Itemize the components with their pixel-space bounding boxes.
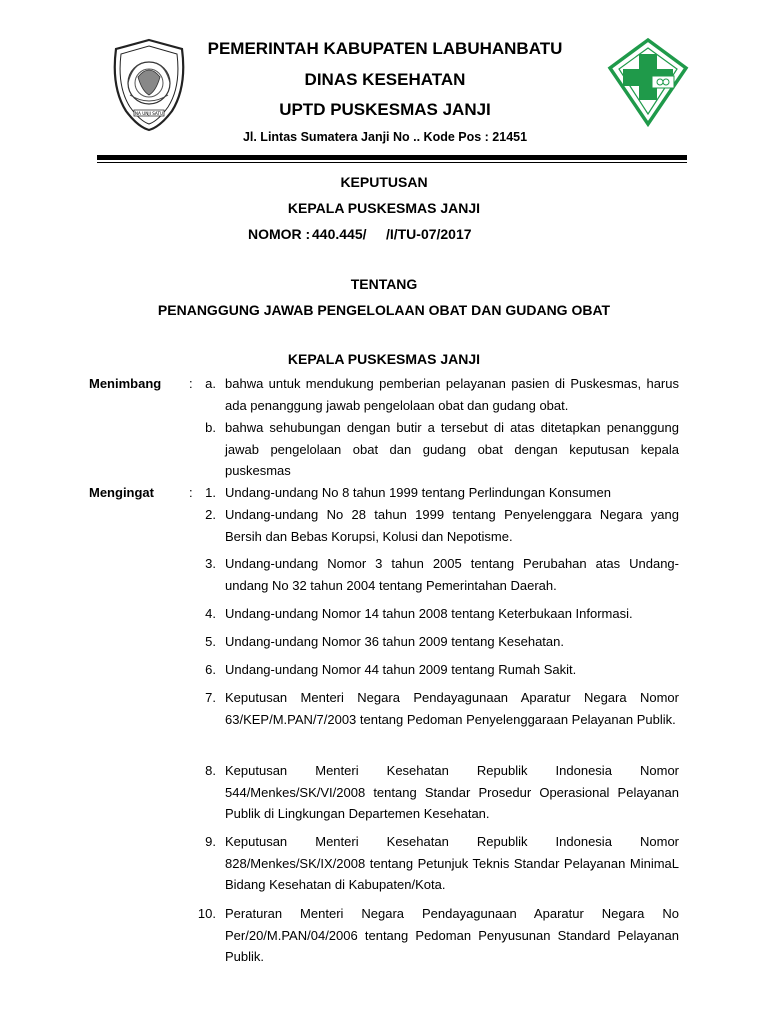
list-item-marker: b. — [205, 420, 216, 435]
health-office-logo-icon — [604, 34, 692, 130]
list-item-marker: 9. — [205, 834, 216, 849]
decree-issuer-line: KEPALA PUSKESMAS JANJI — [287, 200, 481, 216]
issuer-heading: KEPALA PUSKESMAS JANJI — [287, 351, 481, 367]
list-item: Peraturan Menteri Negara Pendayagunaan Aparatur Negara No Per/20/M.PAN/04/2006 tentang Pedoman Penyusunan Standard Pelayanan Publik. — [225, 906, 679, 964]
letterhead-rule-thick — [97, 155, 687, 160]
decree-subject: PENANGGUNG JAWAB PENGELOLAAN OBAT DAN GUDANG OBAT — [157, 302, 611, 318]
list-item: bahwa untuk mendukung pemberian pelayanan pasien di Puskesmas, harus ada penanggung jawab pengelolaan obat dan gudang obat. — [225, 376, 679, 413]
list-item: Undang-undang No 8 tahun 1999 tentang Perlindungan Konsumen — [225, 485, 611, 500]
list-item: Keputusan Menteri Kesehatan Republik Indonesia Nomor 544/Menkes/SK/VI/2008 tentang Standar Prosedur Operasional Pelayanan Publik di Lingkungan Departemen Kesehatan. — [225, 763, 679, 821]
mengingat-label: Mengingat — [89, 485, 154, 500]
government-name: PEMERINTAH KABUPATEN LABUHANBATU — [207, 39, 563, 58]
department-name: DINAS KESEHATAN — [304, 70, 466, 89]
list-item: bahwa sehubungan dengan butir a tersebut di atas ditetapkan penanggung jawab pengelolaan obat dan gudang obat dengan keputusan kepala puskesmas — [225, 420, 679, 478]
unit-name: UPTD PUSKESMAS JANJI — [279, 100, 491, 119]
list-item: Undang-undang Nomor 14 tahun 2008 tentang Keterbukaan Informasi. — [225, 606, 633, 621]
mengingat-colon: : — [189, 485, 193, 500]
list-item-marker: 2. — [205, 507, 216, 522]
list-item-marker: a. — [205, 376, 216, 391]
menimbang-label: Menimbang — [89, 376, 162, 391]
letterhead-rule-thin — [97, 162, 687, 163]
list-item-marker: 1. — [205, 485, 216, 500]
decree-title: KEPUTUSAN — [340, 174, 428, 190]
list-item-marker: 4. — [205, 606, 216, 621]
list-item-marker: 8. — [205, 763, 216, 778]
list-item-marker: 6. — [205, 662, 216, 677]
list-item-marker: 5. — [205, 634, 216, 649]
about-heading: TENTANG — [350, 276, 418, 292]
seal-motto: NA UNJI SATU — [134, 111, 164, 116]
list-item-marker: 3. — [205, 556, 216, 571]
decree-number-label: NOMOR : — [248, 226, 311, 242]
list-item: Undang-undang Nomor 36 tahun 2009 tentang Kesehatan. — [225, 634, 564, 649]
list-item: Keputusan Menteri Negara Pendayagunaan Aparatur Negara Nomor 63/KEP/M.PAN/7/2003 tentang Pedoman Penyelenggaraan Pelayanan Publik. — [225, 690, 679, 727]
regency-seal-icon — [108, 37, 190, 133]
decree-number-value: 440.445/ /I/TU-07/2017 — [312, 226, 472, 242]
list-item: Undang-undang Nomor 44 tahun 2009 tentang Rumah Sakit. — [225, 662, 577, 677]
list-item: Keputusan Menteri Kesehatan Republik Indonesia Nomor 828/Menkes/SK/IX/2008 tentang Petunjuk Teknis Standar Pelayanan MinimaL Bidang Kesehatan di Kabupaten/Kota. — [225, 834, 679, 892]
list-item: Undang-undang Nomor 3 tahun 2005 tentang Perubahan atas Undang-undang No 32 tahun 2004 tentang Pemerintahan Daerah. — [225, 556, 679, 593]
list-item-marker: 10. — [197, 906, 216, 921]
list-item: Undang-undang No 28 tahun 1999 tentang Penyelenggara Negara yang Bersih dan Bebas Korupsi, Kolusi dan Nepotisme. — [225, 507, 679, 544]
list-item-marker: 7. — [205, 690, 216, 705]
office-address: Jl. Lintas Sumatera Janji No .. Kode Pos : 21451 — [242, 130, 528, 144]
menimbang-colon: : — [189, 376, 193, 391]
